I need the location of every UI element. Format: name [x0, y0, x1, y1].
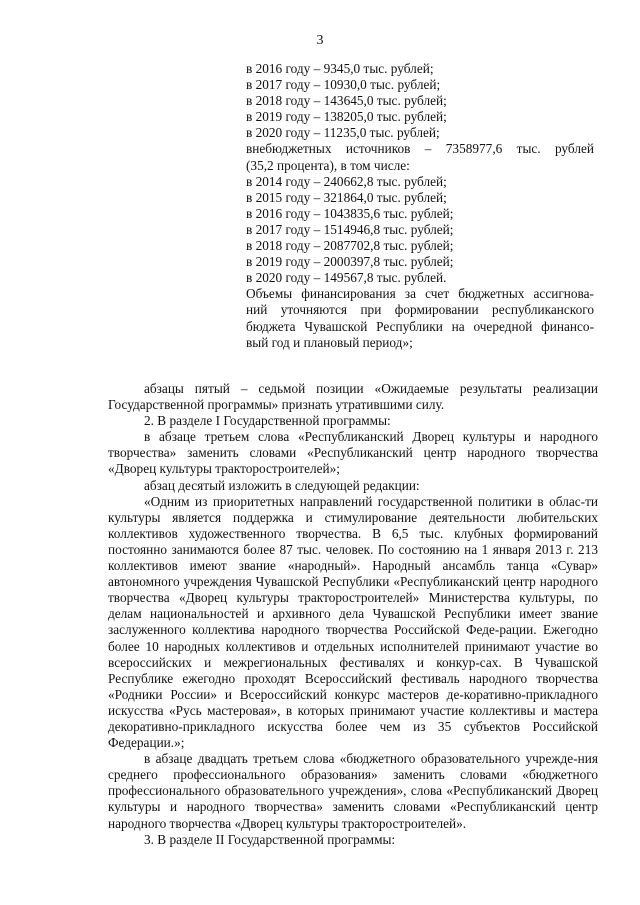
extrabudget-line: внебюджетных источников – 7358977,6 тыс. рублей: [246, 141, 594, 157]
paragraph-twenty-third-abzac: в абзаце двадцать третьем слова «бюджетного образовательного учрежде-ния среднего профессионального образования» заменить словами «бюджетного профессионального образовательного учреждения», слова «Республиканский Дворец культуры и народного творчества» заменить словами «Республиканский центр народного творчества «Дворец культуры тракторостроителей».: [108, 751, 598, 831]
funding-line: в 2016 году – 9345,0 тыс. рублей;: [246, 61, 434, 76]
paragraph-third-abzac: в абзаце третьем слова «Республиканский Дворец культуры и народного творчества» заменить словами «Республиканский центр народного творчества «Дворец культуры тракторостроителей»;: [108, 429, 598, 477]
note-line: Объемы финансирования за счет бюджетных ассигнова-: [246, 286, 594, 302]
extrabudget-year-line: в 2020 году – 149567,8 тыс. рублей.: [246, 270, 447, 286]
paragraph-expected-results: абзацы пятый – седьмой позиции «Ожидаемые результаты реализации Государственной программы» признать утратившими силу.: [108, 381, 598, 413]
funding-line: в 2017 году – 10930,0 тыс. рублей;: [246, 77, 441, 93]
funding-column: [246, 61, 594, 351]
funding-line: в 2019 году – 138205,0 тыс. рублей;: [246, 109, 447, 125]
paragraph-section-2-heading: 3. В разделе II Государственной программы:: [144, 831, 396, 847]
extrabudget-year-line: в 2019 году – 2000397,8 тыс. рублей;: [246, 254, 454, 270]
extrabudget-year-line: в 2016 году – 1043835,6 тыс. рублей;: [246, 205, 454, 221]
paragraph-tenth-abzac-text: «Одним из приоритетных направлений государственной политики в облас-ти культуры является поддержка и стимулирование деятельности любительских коллективов художественного творчества. В 6,5 тыс. клубных формирований постоянно занимаются более 87 тыс. человек. По состоянию на 1 января 2013 г. 213 коллективов имеют звание «народный». Народный ансамбль танца «Сувар» автономного учреждения Чувашской Республики «Республиканский центр народного творчества «Дворец культуры тракторостроителей» Министерства культуры, по делам национальностей и архивного дела Чувашской Республики имеет звание заслуженного коллектива народного творчества Российской Феде-рации. Ежегодно более 10 народных коллективов и отдельных исполнителей принимают участие во всероссийских и межрегиональных фестивалях и конкур-сах. В Чувашской Республике ежегодно проходят Всероссийский фестиваль народного творчества «Родники России» и Всероссийский конкурс мастеров де-коративно-прикладного искусства «Русь мастеровая», в которых принимают участие коллективы и мастера декоративно-прикладного искусства более чем из 35 субъектов Российской Федерации.»;: [108, 493, 598, 751]
funding-line: в 2020 году – 11235,0 тыс. рублей;: [246, 125, 440, 141]
paragraph-tenth-abzac-intro: абзац десятый изложить в следующей редакции:: [144, 477, 420, 493]
extrabudget-year-line: в 2018 году – 2087702,8 тыс. рублей;: [246, 238, 454, 254]
extrabudget-share-line: (35,2 процента), в том числе:: [246, 157, 410, 173]
note-line: ний уточняются при формировании республиканского: [246, 302, 594, 318]
paragraph-section-1-heading: 2. В разделе I Государственной программы:: [144, 413, 391, 429]
main-text: [108, 381, 598, 848]
extrabudget-year-line: в 2017 году – 1514946,8 тыс. рублей;: [246, 221, 454, 237]
note-line: вый год и плановый период»;: [246, 334, 413, 350]
extrabudget-year-line: в 2015 году – 321864,0 тыс. рублей;: [246, 189, 447, 205]
note-line: бюджета Чувашской Республики на очередной финансо-: [246, 318, 594, 334]
page-number: 3: [316, 33, 324, 48]
extrabudget-year-line: в 2014 году – 240662,8 тыс. рублей;: [246, 173, 447, 189]
funding-line: в 2018 году – 143645,0 тыс. рублей;: [246, 93, 447, 109]
